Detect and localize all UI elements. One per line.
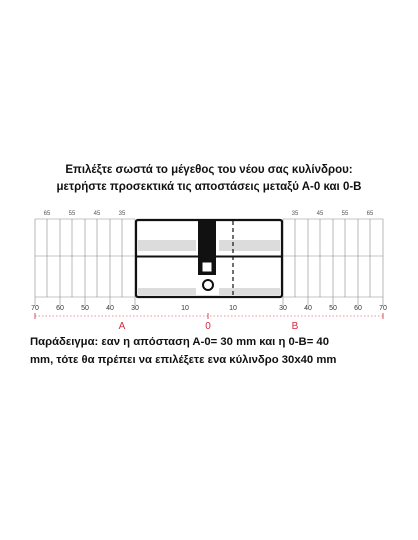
- example-line-1: Παράδειγμα: εαν η απόσταση Α-0= 30 mm και η 0-Β= 40: [30, 336, 329, 348]
- shaded-band: [138, 240, 196, 251]
- bottom-tick-label: 60: [354, 305, 362, 312]
- bottom-tick-label: 10: [181, 305, 189, 312]
- cylinder-body: [136, 220, 282, 297]
- top-scale: [44, 211, 374, 217]
- shaded-band: [138, 288, 196, 295]
- shaded-band: [219, 288, 280, 295]
- bottom-tick-label: 70: [379, 305, 387, 312]
- marker-b: B: [291, 321, 299, 332]
- shaded-band: [219, 240, 280, 251]
- bottom-tick-label: 50: [329, 305, 337, 312]
- example-line-2: mm, τότε θα πρέπει να επιλέξετε ενα κύλινδρο 30x40 mm: [30, 354, 337, 366]
- bottom-tick-label: 40: [106, 305, 114, 312]
- top-tick-label: 45: [316, 211, 324, 217]
- title-line-1: Επιλέξτε σωστά το μέγεθος του νέου σας κυλίνδρου:: [65, 164, 353, 176]
- measurement-line: [35, 313, 383, 332]
- bottom-scale: [31, 305, 387, 312]
- top-tick-label: 55: [68, 211, 76, 217]
- bottom-tick-label: 30: [279, 305, 287, 312]
- fixing-screw-hole: [203, 280, 213, 290]
- bottom-tick-label: 60: [56, 305, 64, 312]
- top-tick-label: 35: [118, 211, 126, 217]
- top-tick-label: 35: [291, 211, 299, 217]
- top-tick-label: 65: [43, 211, 51, 217]
- top-tick-label: 45: [93, 211, 101, 217]
- marker-a: A: [118, 321, 126, 332]
- title-line-2: μετρήστε προσεκτικά τις αποστάσεις μεταξύ Α-0 και 0-Β: [56, 181, 362, 193]
- bottom-tick-label: 50: [81, 305, 89, 312]
- bottom-tick-label: 40: [304, 305, 312, 312]
- top-tick-label: 65: [366, 211, 374, 217]
- top-tick-label: 55: [341, 211, 349, 217]
- bottom-tick-label: 70: [31, 305, 39, 312]
- marker-zero: 0: [205, 321, 211, 332]
- bottom-tick-label: 10: [229, 305, 237, 312]
- bottom-tick-label: 30: [131, 305, 139, 312]
